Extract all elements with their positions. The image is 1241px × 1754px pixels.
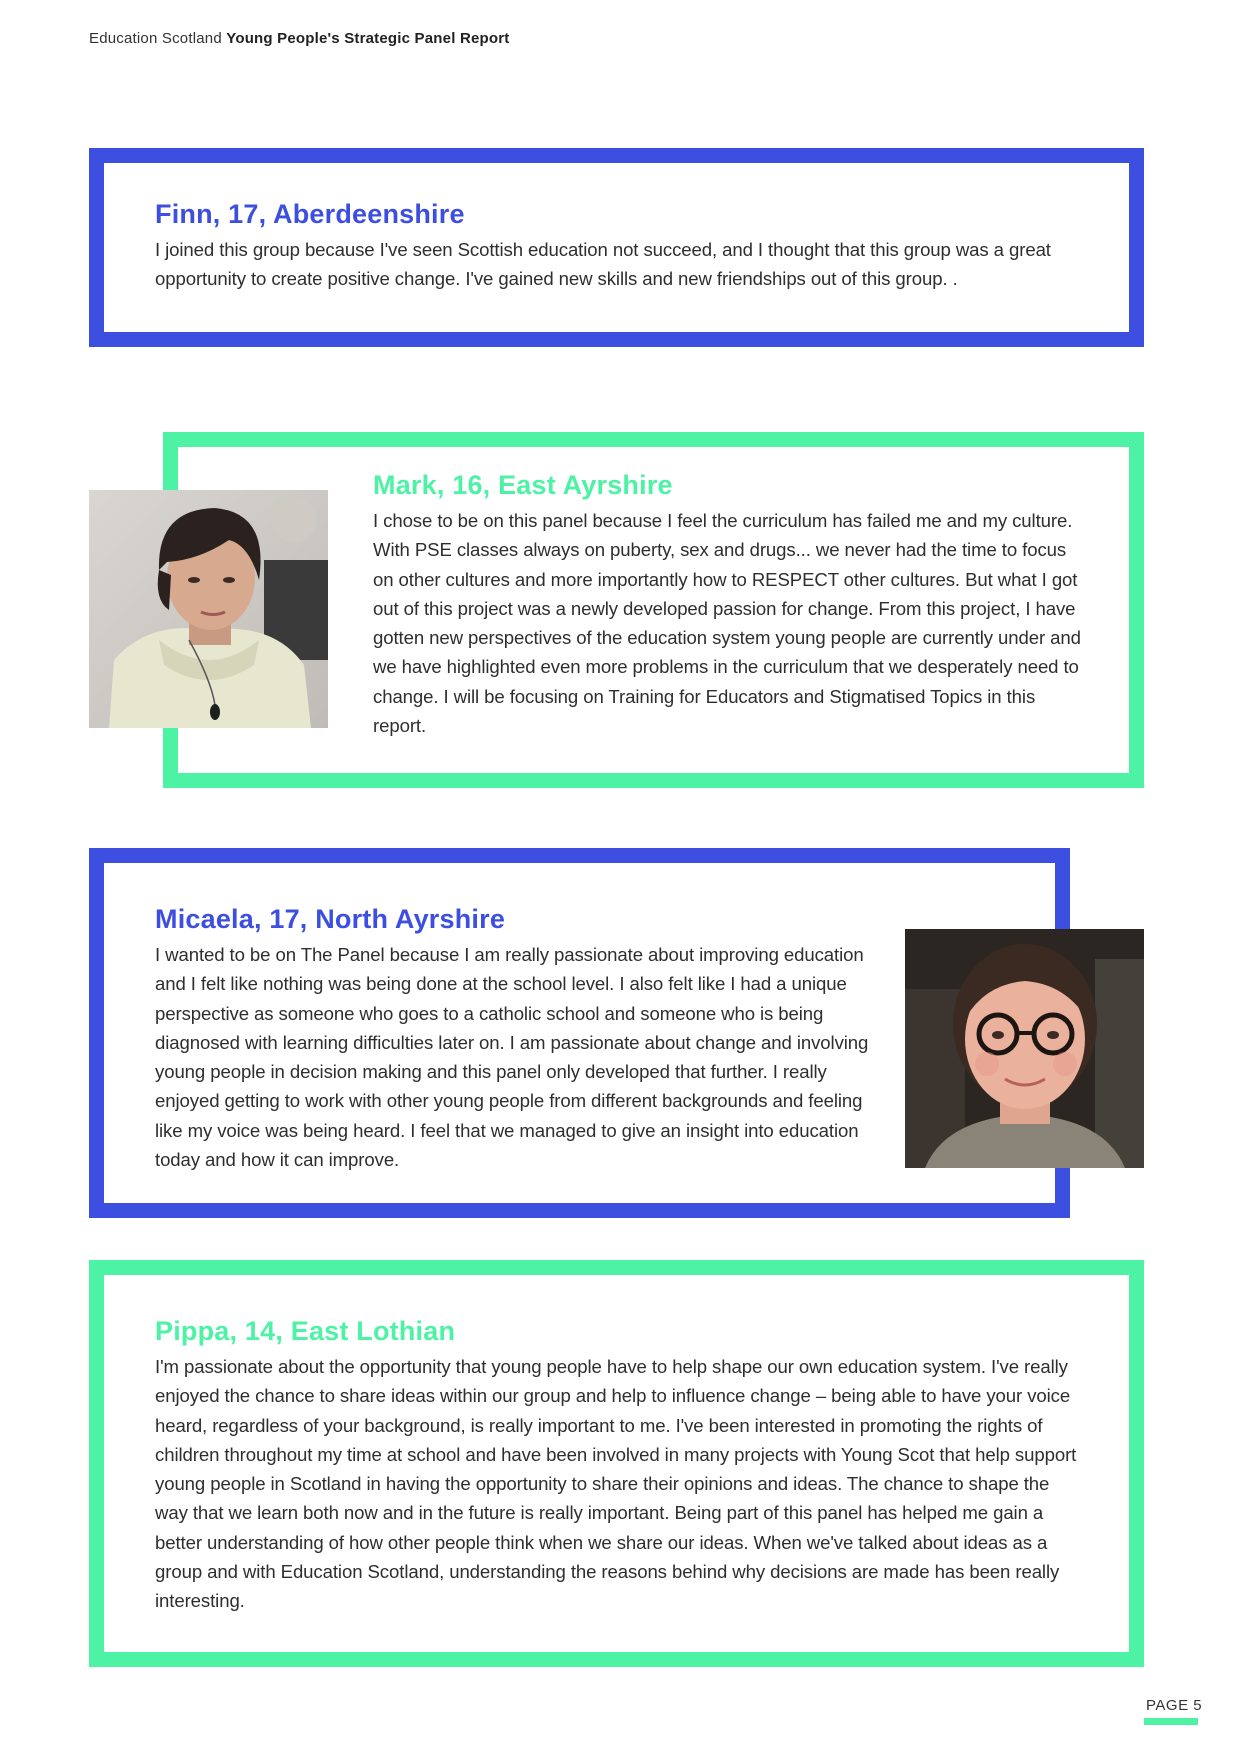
profile-text-finn: I joined this group because I've seen Scottish education not succeed, and I thought that this group was a great opportunity to create positive change. I've gained new skills and new friendships out of this group. .	[155, 239, 1051, 290]
profile-name-pippa: Pippa, 14, East Lothian	[155, 1316, 456, 1346]
profile-photo-micaela	[905, 929, 1144, 1168]
profile-text-micaela: I wanted to be on The Panel because I am really passionate about improving education and I felt like nothing was being done at the school level. I also felt like I had a unique perspective as someone who goes to a catholic school and someone who is being diagnosed with learning difficulties later on. I am passionate about change and involving young people in decision making and this panel only developed that further. I really enjoyed getting to work with other young people from different backgrounds and feeling like my voice was being heard. I feel that we managed to give an insight into education today and how it can improve.	[155, 944, 869, 1171]
header-title: Young People's Strategic Panel Report	[226, 30, 510, 47]
page-number: PAGE 5	[1146, 1697, 1203, 1714]
profile-text-mark: I chose to be on this panel because I feel the curriculum has failed me and my culture. With PSE classes always on puberty, sex and drugs... we never had the time to focus on other cultures and more importantly how to RESPECT other cultures. But what I got out of this project was a newly developed passion for change. From this project, I have gotten new perspectives of the education system young people are currently under and we have highlighted even more problems in the curriculum that we desperately need to change. I will be focusing on Training for Educators and Stigmatised Topics in this report.	[373, 510, 1081, 737]
header-org: Education Scotland	[89, 30, 222, 47]
page-number-underline	[1144, 1718, 1198, 1725]
profile-photo-mark	[89, 490, 328, 728]
profile-name-mark: Mark, 16, East Ayrshire	[373, 470, 673, 500]
running-header	[89, 30, 509, 47]
profile-text-pippa: I'm passionate about the opportunity that young people have to help shape our own education system. I've really enjoyed the chance to share ideas within our group and help to influence change – being able to have your voice heard, regardless of your background, is really important to me. I've been interested in promoting the rights of children throughout my time at school and have been involved in many projects with Young Scot that help support young people in Scotland in having the opportunity to share their opinions and ideas. The chance to shape the way that we learn both now and in the future is really important. Being part of this panel has helped me gain a better understanding of how other people think when we share our ideas. When we've talked about ideas as a group and with Education Scotland, understanding the reasons behind why decisions are made has been really interesting.	[155, 1356, 1077, 1612]
profile-name-micaela: Micaela, 17, North Ayrshire	[155, 904, 506, 934]
profile-name-finn: Finn, 17, Aberdeenshire	[155, 199, 465, 229]
